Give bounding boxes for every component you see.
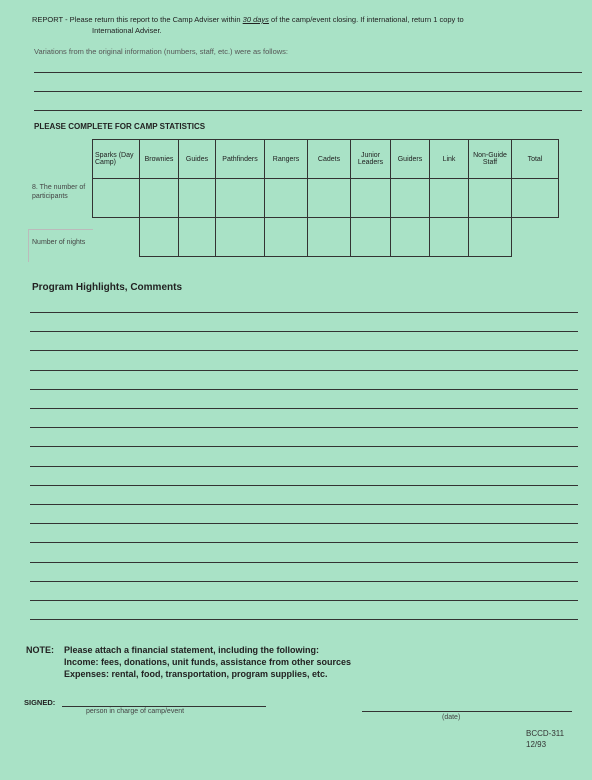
participants-cell[interactable]	[93, 179, 140, 218]
participants-cell[interactable]	[179, 179, 216, 218]
participants-cell[interactable]	[351, 179, 391, 218]
report-days: 30 days	[242, 15, 269, 24]
participants-cell[interactable]	[430, 179, 469, 218]
note-block	[26, 644, 351, 680]
column-header: Guides	[179, 140, 216, 179]
column-header: Guiders	[391, 140, 430, 179]
comment-line[interactable]	[30, 485, 578, 486]
note-label: NOTE:	[26, 645, 54, 655]
column-header: Sparks (Day Camp)	[93, 140, 140, 179]
column-header: Brownies	[140, 140, 179, 179]
comment-line[interactable]	[30, 331, 578, 332]
date-line[interactable]	[362, 711, 572, 712]
comment-line[interactable]	[30, 446, 578, 447]
column-header: Link	[430, 140, 469, 179]
comment-line[interactable]	[30, 389, 578, 390]
comment-line[interactable]	[30, 600, 578, 601]
variations-line[interactable]	[34, 72, 582, 73]
nights-cell[interactable]	[216, 218, 265, 257]
nights-cell[interactable]	[140, 218, 179, 257]
note-line-1	[26, 644, 351, 656]
participants-cell[interactable]	[216, 179, 265, 218]
comment-line[interactable]	[30, 427, 578, 428]
note-line-3: Expenses: rental, food, transportation, program supplies, etc.	[64, 669, 328, 679]
column-header: Non-Guide Staff	[469, 140, 512, 179]
statistics-header-row	[93, 140, 559, 179]
column-header: Pathfinders	[216, 140, 265, 179]
note-line-2: Income: fees, donations, unit funds, assistance from other sources	[64, 657, 352, 667]
statistics-table	[92, 139, 559, 257]
column-header: Junior Leaders	[351, 140, 391, 179]
column-header: Total	[512, 140, 559, 179]
comment-line[interactable]	[30, 504, 578, 505]
participants-cell[interactable]	[265, 179, 308, 218]
comment-line[interactable]	[30, 350, 578, 351]
signature-line[interactable]	[62, 706, 266, 707]
nights-cell[interactable]	[469, 218, 512, 257]
comment-line[interactable]	[30, 523, 578, 524]
highlights-title: Program Highlights, Comments	[32, 282, 183, 293]
comment-line[interactable]	[30, 542, 578, 543]
form-code-date: 12/93	[526, 740, 547, 749]
note-text-1: Please attach a financial statement, including the following:	[64, 645, 320, 655]
nights-row-label: Number of nights	[32, 239, 86, 246]
report-instruction-prefix: REPORT - Please return this report to the Camp Adviser within	[32, 15, 243, 24]
participants-cell[interactable]	[512, 179, 559, 218]
participants-cell[interactable]	[140, 179, 179, 218]
form-code	[526, 728, 564, 750]
nights-cell[interactable]	[391, 218, 430, 257]
participants-cell[interactable]	[469, 179, 512, 218]
variations-label: Variations from the original information (numbers, staff, etc.) were as follows:	[34, 47, 288, 56]
nights-row	[93, 218, 559, 257]
statistics-title: PLEASE COMPLETE FOR CAMP STATISTICS	[34, 122, 206, 131]
report-instruction-line2: International Adviser.	[92, 26, 162, 35]
nights-cell[interactable]	[265, 218, 308, 257]
nights-cell[interactable]	[351, 218, 391, 257]
variations-line[interactable]	[34, 91, 582, 92]
participants-cell[interactable]	[391, 179, 430, 218]
date-caption: (date)	[442, 714, 461, 721]
participants-cell[interactable]	[308, 179, 351, 218]
comment-line[interactable]	[30, 370, 578, 371]
variations-line[interactable]	[34, 110, 582, 111]
comment-line[interactable]	[30, 562, 578, 563]
comment-line[interactable]	[30, 408, 578, 409]
nights-spacer	[93, 218, 140, 257]
form-code-number: BCCD-311	[526, 729, 565, 738]
nights-spacer	[512, 218, 559, 257]
signature-caption: person in charge of camp/event	[86, 708, 185, 715]
participants-row	[93, 179, 559, 218]
nights-cell[interactable]	[430, 218, 469, 257]
comment-line[interactable]	[30, 312, 578, 313]
report-instruction-suffix: of the camp/event closing. If international, return 1 copy to	[268, 15, 464, 24]
column-header: Cadets	[308, 140, 351, 179]
comment-line[interactable]	[30, 619, 578, 620]
comment-line[interactable]	[30, 466, 578, 467]
comment-line[interactable]	[30, 581, 578, 582]
nights-cell[interactable]	[179, 218, 216, 257]
nights-cell[interactable]	[308, 218, 351, 257]
report-instruction	[32, 15, 562, 25]
signed-label: SIGNED:	[24, 698, 56, 707]
column-header: Rangers	[265, 140, 308, 179]
participants-row-label: 8. The number of participants	[32, 184, 86, 200]
